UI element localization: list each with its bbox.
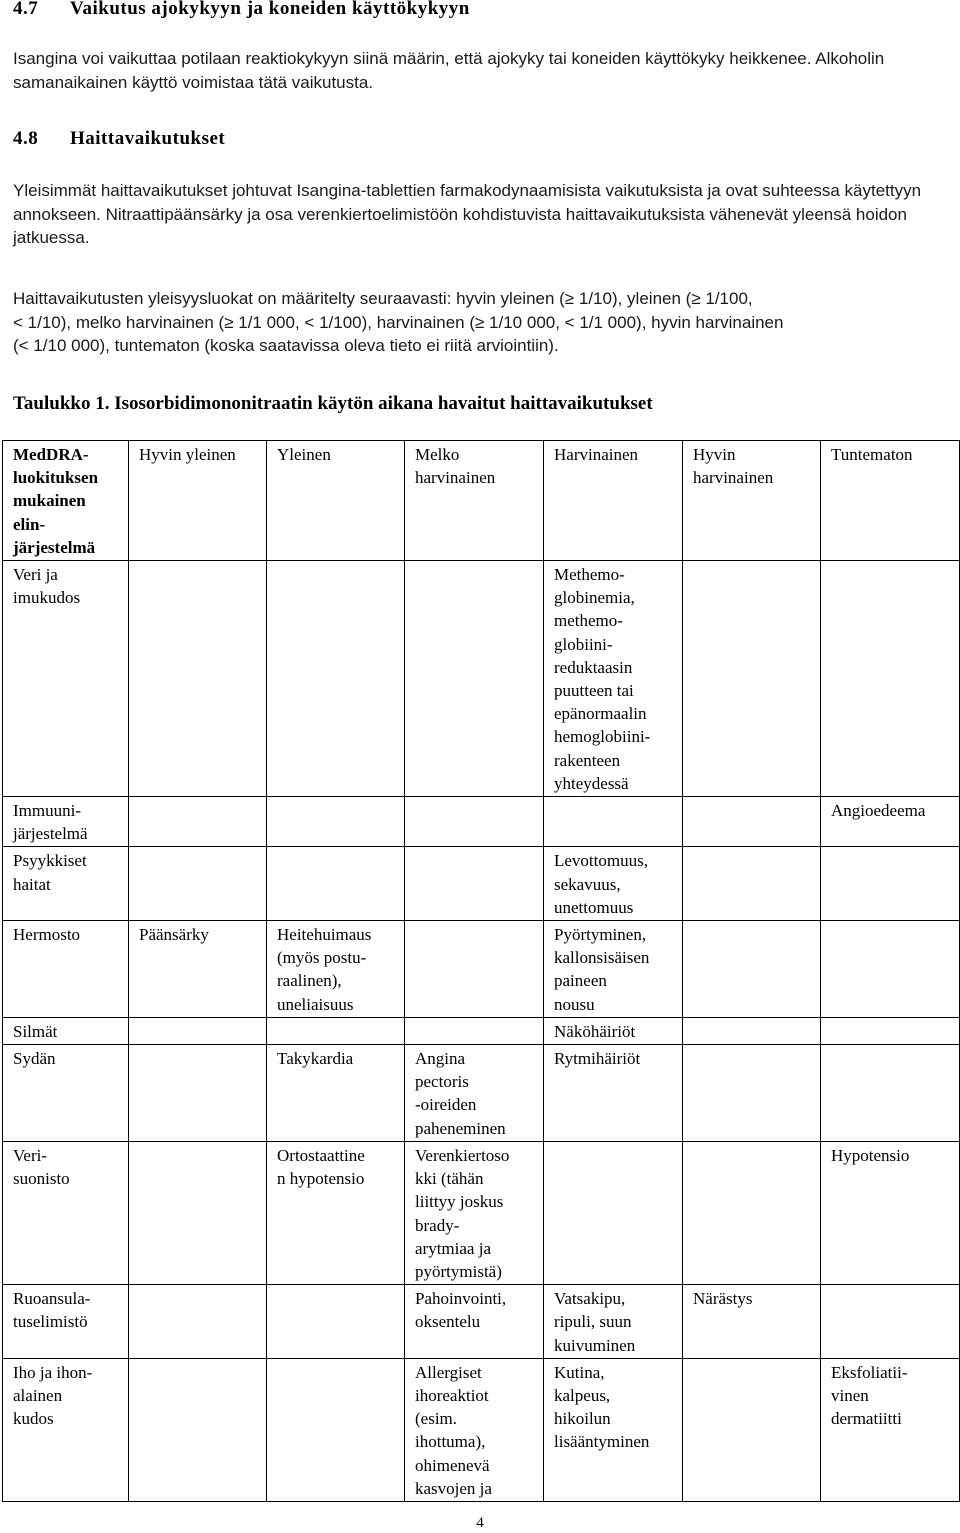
unknown-cell: [821, 847, 960, 921]
unknown-cell: Angioedeema: [821, 797, 960, 847]
unknown-cell: [821, 1285, 960, 1359]
common-cell: [267, 1285, 405, 1359]
uncommon-cell: Allergiset ihoreaktiot (esim. ihottuma), ohimenevä kasvojen ja: [405, 1358, 544, 1501]
organ-system-cell: Silmät: [3, 1017, 129, 1044]
table-row: [3, 1045, 960, 1142]
unknown-cell: [821, 1017, 960, 1044]
rare-cell: Näköhäiriöt: [544, 1017, 683, 1044]
uncommon-cell: [405, 561, 544, 797]
very-rare-cell: Närästys: [683, 1285, 821, 1359]
uncommon-cell: [405, 797, 544, 847]
paragraph-text: Isangina voi vaikuttaa potilaan reaktiokykyyn siinä määrin, että ajokyky tai koneiden käyttökyky heikkenee. Alkoholin samanaikainen käyttö voimistaa tätä vaikutusta.: [13, 49, 885, 92]
very-common-cell: [129, 1358, 267, 1501]
very-common-cell: [129, 1045, 267, 1142]
uncommon-cell: Angina pectoris -oireiden paheneminen: [405, 1045, 544, 1142]
section-4-8-heading: [13, 128, 225, 150]
table-header-row: [3, 441, 960, 561]
section-title: Haittavaikutukset: [70, 128, 226, 149]
header-organ-system: MedDRA- luokituksen mukainen elin- järjestelmä: [3, 441, 129, 561]
unknown-cell: Eksfoliatii- vinen dermatiitti: [821, 1358, 960, 1501]
table-title: Taulukko 1. Isosorbidimononitraatin käytön aikana havaitut haittavaikutukset: [13, 393, 653, 414]
very-rare-cell: [683, 1045, 821, 1142]
rare-cell: Kutina, kalpeus, hikoilun lisääntyminen: [544, 1358, 683, 1501]
section-number: 4.7: [13, 0, 39, 19]
very-common-cell: [129, 1285, 267, 1359]
common-cell: Ortostaattine n hypotensio: [267, 1141, 405, 1284]
rare-cell: Methemo- globinemia, methemo- globiini- reduktaasin puutteen tai epänormaalin hemoglobiini- rakenteen yhteydessä: [544, 561, 683, 797]
header-rare: Harvinainen: [544, 441, 683, 561]
very-rare-cell: [683, 1017, 821, 1044]
adverse-effects-table: [2, 440, 960, 1502]
unknown-cell: [821, 1045, 960, 1142]
organ-system-cell: Psyykkiset haitat: [3, 847, 129, 921]
organ-system-cell: Immuuni- järjestelmä: [3, 797, 129, 847]
very-rare-cell: [683, 921, 821, 1018]
very-rare-cell: [683, 1358, 821, 1501]
very-common-cell: [129, 1141, 267, 1284]
common-cell: [267, 797, 405, 847]
organ-system-cell: Sydän: [3, 1045, 129, 1142]
very-rare-cell: [683, 797, 821, 847]
table-row: [3, 1017, 960, 1044]
table-row: [3, 847, 960, 921]
uncommon-cell: Pahoinvointi, oksentelu: [405, 1285, 544, 1359]
table-row: [3, 1141, 960, 1284]
very-rare-cell: [683, 561, 821, 797]
common-cell: [267, 847, 405, 921]
rare-cell: Vatsakipu, ripuli, suun kuivuminen: [544, 1285, 683, 1359]
uncommon-cell: Verenkiertoso kki (tähän liittyy joskus brady- arytmiaa ja pyörtymistä): [405, 1141, 544, 1284]
section-4-8-paragraph-1: [13, 179, 953, 250]
section-4-8-paragraph-2: [13, 287, 960, 358]
rare-cell: [544, 1141, 683, 1284]
very-common-cell: [129, 561, 267, 797]
table-row: [3, 921, 960, 1018]
very-rare-cell: [683, 847, 821, 921]
organ-system-cell: Iho ja ihon- alainen kudos: [3, 1358, 129, 1501]
uncommon-cell: [405, 1017, 544, 1044]
table-row: [3, 1358, 960, 1501]
header-uncommon: Melko harvinainen: [405, 441, 544, 561]
paragraph-text: Yleisimmät haittavaikutukset johtuvat Isangina-tablettien farmakodynaamisista vaikutuksista ja ovat suhteessa käytettyyn annokseen. Nitraattipäänsärky ja osa verenkiertoelimistöön kohdistuvista haittavaikutuksista vähenevät yleensä hoidon jatkuessa.: [13, 181, 922, 247]
paragraph-line: (< 1/10 000), tuntematon (koska saatavissa oleva tieto ei riitä arviointiin).: [13, 336, 559, 355]
uncommon-cell: [405, 847, 544, 921]
rare-cell: Pyörtyminen, kallonsisäisen paineen nousu: [544, 921, 683, 1018]
section-4-7-paragraph: [13, 47, 953, 94]
table-row: [3, 797, 960, 847]
organ-system-cell: Ruoansula- tuselimistö: [3, 1285, 129, 1359]
organ-system-cell: Veri ja imukudos: [3, 561, 129, 797]
common-cell: [267, 1358, 405, 1501]
very-common-cell: [129, 847, 267, 921]
rare-cell: Rytmihäiriöt: [544, 1045, 683, 1142]
header-common: Yleinen: [267, 441, 405, 561]
organ-system-cell: Veri- suonisto: [3, 1141, 129, 1284]
common-cell: Takykardia: [267, 1045, 405, 1142]
common-cell: [267, 561, 405, 797]
header-unknown: Tuntematon: [821, 441, 960, 561]
rare-cell: [544, 797, 683, 847]
rare-cell: Levottomuus, sekavuus, unettomuus: [544, 847, 683, 921]
section-title: Vaikutus ajokykyyn ja koneiden käyttökykyyn: [70, 0, 470, 19]
very-common-cell: [129, 797, 267, 847]
unknown-cell: Hypotensio: [821, 1141, 960, 1284]
very-common-cell: Päänsärky: [129, 921, 267, 1018]
table-row: [3, 1285, 960, 1359]
uncommon-cell: [405, 921, 544, 1018]
very-rare-cell: [683, 1141, 821, 1284]
section-number: 4.8: [13, 128, 39, 149]
organ-system-cell: Hermosto: [3, 921, 129, 1018]
section-4-7-heading: [13, 0, 470, 20]
page-number: 4: [476, 1515, 484, 1531]
very-common-cell: [129, 1017, 267, 1044]
common-cell: [267, 1017, 405, 1044]
paragraph-line: < 1/10), melko harvinainen (≥ 1/1 000, < 1/100), harvinainen (≥ 1/10 000, < 1/1 000), hyvin harvinainen: [13, 312, 784, 332]
header-very-common: Hyvin yleinen: [129, 441, 267, 561]
unknown-cell: [821, 921, 960, 1018]
table-row: [3, 561, 960, 797]
header-very-rare: Hyvin harvinainen: [683, 441, 821, 561]
paragraph-line: Haittavaikutusten yleisyysluokat on määritelty seuraavasti: hyvin yleinen (≥ 1/10), yleinen (≥ 1/100,: [13, 289, 753, 308]
common-cell: Heitehuimaus (myös postu- raalinen), uneliaisuus: [267, 921, 405, 1018]
unknown-cell: [821, 561, 960, 797]
